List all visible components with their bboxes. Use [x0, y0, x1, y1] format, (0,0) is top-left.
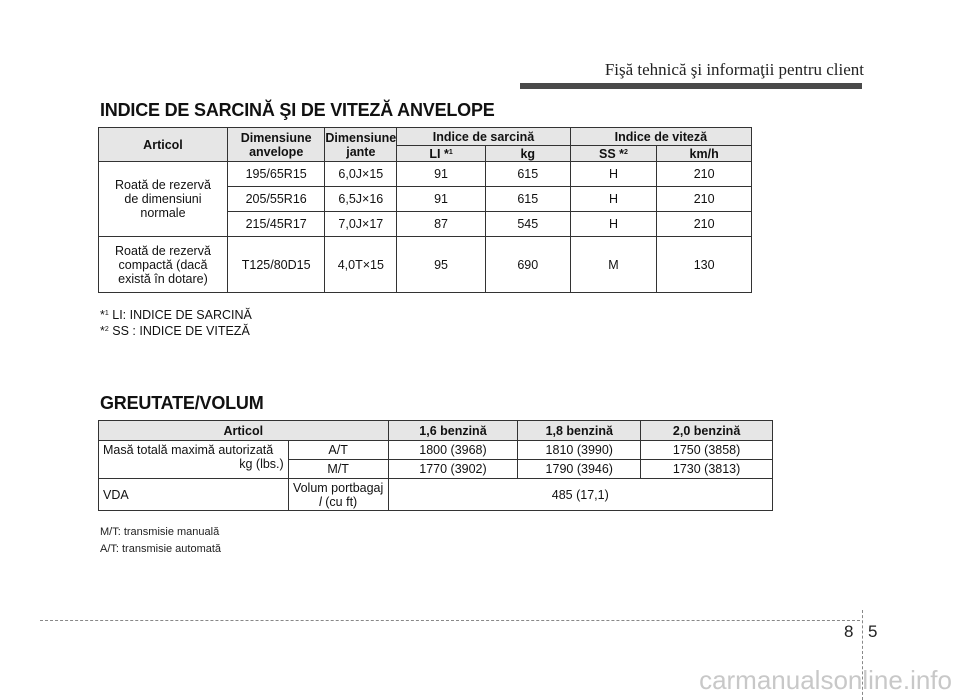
cell: 87: [397, 212, 486, 237]
vda-value: 485 (17,1): [388, 479, 772, 511]
th-1-6: 1,6 benzină: [388, 421, 518, 441]
chapter-number: 8: [844, 622, 854, 641]
cell: 690: [485, 237, 570, 293]
tire-index-table: [98, 127, 752, 293]
tire-section-title: INDICE DE SARCINĂ ŞI DE VITEZĂ ANVELOPE: [100, 100, 495, 120]
cell: 1750 (3858): [641, 441, 773, 460]
cell: H: [570, 162, 657, 187]
mass-label: Masă totală maximă autorizată kg (lbs.): [99, 441, 289, 479]
th-dim-jante: Dimensiune jante: [325, 128, 397, 162]
weight-section-title: GREUTATE/VOLUM: [100, 393, 264, 413]
cell: 215/45R17: [227, 212, 324, 237]
vda-label: VDA: [99, 479, 289, 511]
cell: 210: [657, 212, 752, 237]
header-title: Fişă tehnică şi informaţii pentru client: [604, 60, 864, 79]
cell: 1810 (3990): [518, 441, 641, 460]
th-kg: kg: [485, 146, 570, 162]
cell: 195/65R15: [227, 162, 324, 187]
group-normal-spare: Roată de rezervă de dimensiuni normale: [99, 162, 228, 237]
table-row: [99, 162, 752, 187]
cell: 6,5J×16: [325, 187, 397, 212]
cell: M: [570, 237, 657, 293]
cell: 1800 (3968): [388, 441, 518, 460]
note-mt: M/T: transmisie manuală: [100, 526, 220, 538]
table-row: [99, 237, 752, 293]
header-bar: [520, 83, 862, 89]
footnote-ss: *$^2$ SS : INDICE DE VITEZĂ: [100, 324, 250, 338]
cell: 91: [397, 187, 486, 212]
th-1-8: 1,8 benzină: [518, 421, 641, 441]
watermark: carmanualsonline.info: [699, 665, 952, 695]
weight-volume-table: [98, 420, 773, 511]
cell: 130: [657, 237, 752, 293]
cell: 1770 (3902): [388, 460, 518, 479]
cell: 95: [397, 237, 486, 293]
cell: H: [570, 212, 657, 237]
cell: 615: [485, 187, 570, 212]
group-compact-spare: Roată de rezervă compactă (dacă există în dotare): [99, 237, 228, 293]
cell: 91: [397, 162, 486, 187]
th-indice-sarcina: Indice de sarcină: [397, 128, 570, 146]
cell: 615: [485, 162, 570, 187]
th-ss: SS *$^2$: [570, 146, 657, 162]
cell: 1730 (3813): [641, 460, 773, 479]
table-row: [99, 441, 773, 460]
footer-divider: [40, 620, 860, 621]
cell: 545: [485, 212, 570, 237]
th-dim-anvelope: Dimensiune anvelope: [227, 128, 324, 162]
vda-sub: Volum portbagaj l (cu ft): [288, 479, 388, 511]
cell: 1790 (3946): [518, 460, 641, 479]
cell: M/T: [288, 460, 388, 479]
cell: T125/80D15: [227, 237, 324, 293]
cell: A/T: [288, 441, 388, 460]
th-2-0: 2,0 benzină: [641, 421, 773, 441]
th-articol: Articol: [99, 128, 228, 162]
th-kmh: km/h: [657, 146, 752, 162]
cell: H: [570, 187, 657, 212]
cell: 7,0J×17: [325, 212, 397, 237]
th-indice-viteza: Indice de viteză: [570, 128, 751, 146]
th-li: LI *$^1$: [397, 146, 486, 162]
cell: 4,0T×15: [325, 237, 397, 293]
cell: 210: [657, 162, 752, 187]
page-number: 5: [868, 622, 878, 641]
cell: 6,0J×15: [325, 162, 397, 187]
cell: 210: [657, 187, 752, 212]
table-row: [99, 479, 773, 511]
cell: 205/55R16: [227, 187, 324, 212]
th-articol: Articol: [99, 421, 389, 441]
note-at: A/T: transmisie automată: [100, 543, 222, 555]
footnote-li: *$^1$ LI: INDICE DE SARCINĂ: [100, 308, 252, 322]
